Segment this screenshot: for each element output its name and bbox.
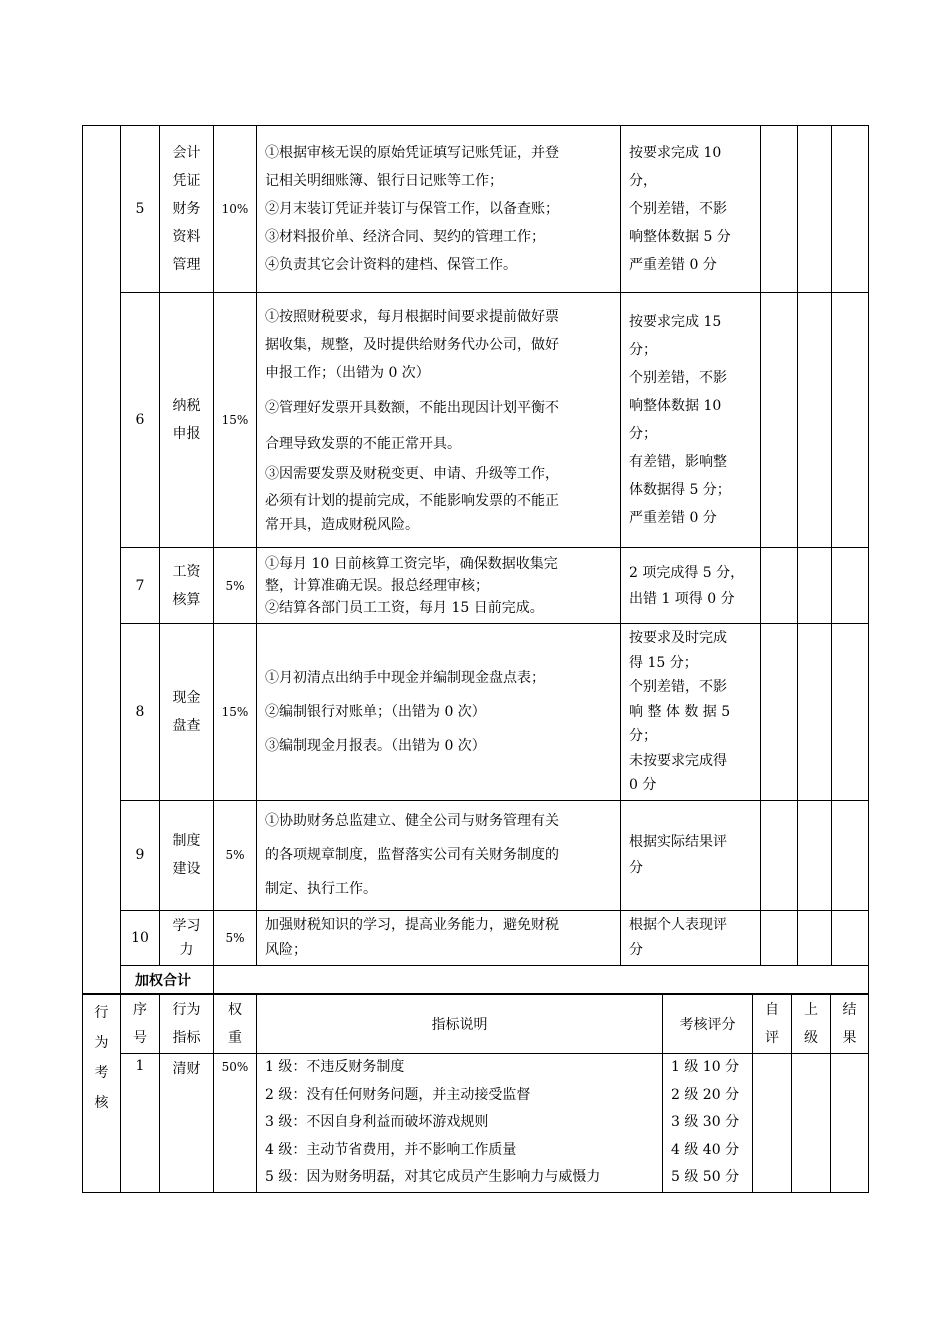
- weighted-total-row: [83, 965, 869, 994]
- superior-score-cell[interactable]: [798, 910, 832, 965]
- weighted-total-value-cell[interactable]: [214, 965, 869, 994]
- self-score-cell[interactable]: [761, 548, 798, 624]
- row-number: 10: [121, 910, 160, 965]
- scoring-criteria: 根据个人表现评 分: [621, 910, 761, 965]
- behavior-row-1: [83, 1054, 869, 1193]
- header-superior: 上 级: [792, 994, 831, 1054]
- header-indicator: 行为 指标: [160, 994, 214, 1054]
- indicator-name: 学习 力: [160, 910, 214, 965]
- scoring-criteria: 按要求及时完成 得 15 分； 个别差错，不影 响 整 体 数 据 5 分； 未按要求完成得 0 分: [621, 624, 761, 801]
- self-score-cell[interactable]: [761, 624, 798, 801]
- self-score-cell[interactable]: [761, 800, 798, 910]
- weight: 15%: [214, 293, 257, 548]
- header-score: 考核评分: [663, 994, 753, 1054]
- superior-score-cell[interactable]: [798, 624, 832, 801]
- kpi-row-9: [83, 800, 869, 910]
- kpi-row-7: [83, 548, 869, 624]
- superior-score-cell[interactable]: [792, 1054, 831, 1193]
- superior-score-cell[interactable]: [798, 126, 832, 293]
- indicator-description: ①月初清点出纳手中现金并编制现金盘点表； ②编制银行对账单；（出错为 0 次） ③编制现金月报表。（出错为 0 次）: [257, 624, 621, 801]
- scoring-criteria: 按要求完成 10 分， 个别差错，不影 响整体数据 5 分 严重差错 0 分: [621, 126, 761, 293]
- weight: 5%: [214, 548, 257, 624]
- kpi-row-10: [83, 910, 869, 965]
- header-no: 序 号: [121, 994, 160, 1054]
- scoring-criteria: 2 项完成得 5 分， 出错 1 项得 0 分: [621, 548, 761, 624]
- behavior-table: [82, 993, 869, 1193]
- self-score-cell[interactable]: [753, 1054, 792, 1193]
- indicator-name: 现金 盘查: [160, 624, 214, 801]
- indicator-name: 清财: [160, 1054, 214, 1193]
- weight: 5%: [214, 800, 257, 910]
- header-description: 指标说明: [257, 994, 663, 1054]
- indicator-name: 工资 核算: [160, 548, 214, 624]
- indicator-name: 会计 凭证 财务 资料 管理: [160, 126, 214, 293]
- superior-score-cell[interactable]: [798, 293, 832, 548]
- superior-score-cell[interactable]: [798, 800, 832, 910]
- self-score-cell[interactable]: [761, 293, 798, 548]
- behavior-header-row: [83, 994, 869, 1054]
- level-descriptions: 1 级：不违反财务制度 2 级：没有任何财务问题，并主动接受监督 3 级：不因自身利益而破坏游戏规则 4 级：主动节省费用，并不影响工作质量 5 级：因为财务明磊，对其它成员产生影响力与威慑力: [257, 1054, 663, 1193]
- scoring-criteria: 按要求完成 15 分； 个别差错，不影 响整体数据 10 分； 有差错，影响整 体数据得 5 分； 严重差错 0 分: [621, 293, 761, 548]
- result-cell[interactable]: [832, 126, 869, 293]
- indicator-name: 制度 建设: [160, 800, 214, 910]
- self-score-cell[interactable]: [761, 126, 798, 293]
- kpi-row-8: [83, 624, 869, 801]
- header-self: 自 评: [753, 994, 792, 1054]
- indicator-description: ①按照财税要求，每月根据时间要求提前做好票 据收集，规整，及时提供给财务代办公司，做好 申报工作；（出错为 0 次） ②管理好发票开具数额，不能出现因计划平衡不 合理导致发票的不能正常开具。 ③因需要发票及财税变更、申请、升级等工作， 必须有计划的提前完成，不能影响发票的不能正 常开具，造成财税风险。: [257, 293, 621, 548]
- header-result: 结 果: [831, 994, 869, 1054]
- indicator-description: 加强财税知识的学习，提高业务能力，避免财税 风险；: [257, 910, 621, 965]
- scoring-criteria: 根据实际结果评 分: [621, 800, 761, 910]
- row-number: 5: [121, 126, 160, 293]
- result-cell[interactable]: [831, 1054, 869, 1193]
- result-cell[interactable]: [832, 293, 869, 548]
- kpi-row-6: [83, 293, 869, 548]
- weight: 10%: [214, 126, 257, 293]
- weight: 15%: [214, 624, 257, 801]
- kpi-table: [82, 125, 869, 995]
- row-number: 6: [121, 293, 160, 548]
- level-scores: 1 级 10 分 2 级 20 分 3 级 30 分 4 级 40 分 5 级 50 分: [663, 1054, 753, 1193]
- row-number: 7: [121, 548, 160, 624]
- superior-score-cell[interactable]: [798, 548, 832, 624]
- self-score-cell[interactable]: [761, 910, 798, 965]
- kpi-row-5: [83, 126, 869, 293]
- section-blank-cell: [83, 126, 121, 995]
- result-cell[interactable]: [832, 800, 869, 910]
- indicator-description: ①每月 10 日前核算工资完毕，确保数据收集完 整，计算准确无误。报总经理审核； ②结算各部门员工工资，每月 15 日前完成。: [257, 548, 621, 624]
- weighted-total-label: 加权合计: [121, 965, 214, 994]
- result-cell[interactable]: [832, 624, 869, 801]
- behavior-section-label: 行 为 考 核: [83, 994, 121, 1193]
- row-number: 9: [121, 800, 160, 910]
- row-number: 1: [121, 1054, 160, 1193]
- header-weight: 权 重: [214, 994, 257, 1054]
- indicator-name: 纳税 申报: [160, 293, 214, 548]
- result-cell[interactable]: [832, 548, 869, 624]
- weight: 5%: [214, 910, 257, 965]
- result-cell[interactable]: [832, 910, 869, 965]
- weight: 50%: [214, 1054, 257, 1193]
- indicator-description: ①协助财务总监建立、健全公司与财务管理有关 的各项规章制度，监督落实公司有关财务制度的 制定、执行工作。: [257, 800, 621, 910]
- indicator-description: ①根据审核无误的原始凭证填写记账凭证，并登 记相关明细账簿、银行日记账等工作； ②月末装订凭证并装订与保管工作，以备查账； ③材料报价单、经济合同、契约的管理工作； ④负责其它会计资料的建档、保管工作。: [257, 126, 621, 293]
- row-number: 8: [121, 624, 160, 801]
